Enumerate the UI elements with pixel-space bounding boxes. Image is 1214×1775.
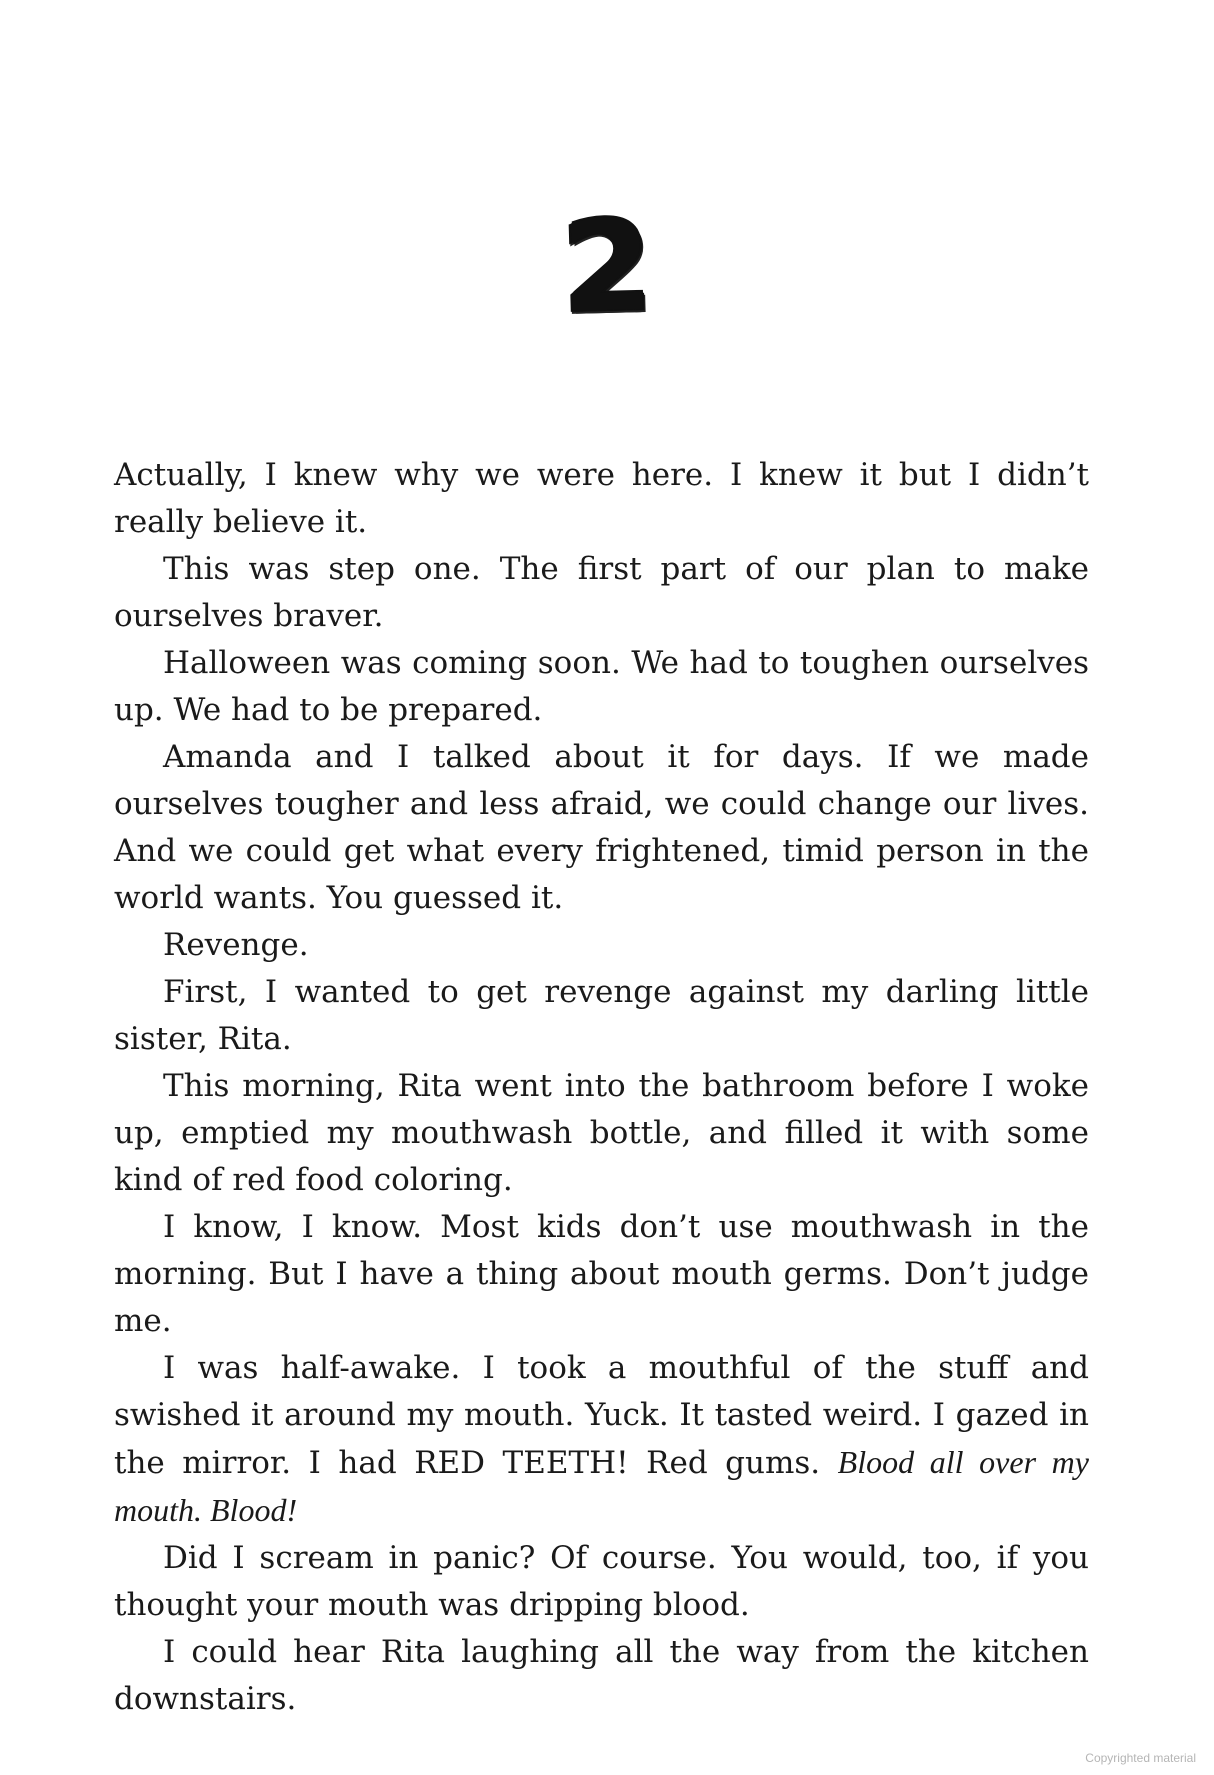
paragraph: First, I wanted to get revenge against my darling little sister, Rita. — [114, 974, 1089, 1057]
paragraph-text: I was half-awake. I took a mouthful of the stuff and swished it around my mouth. Yuck. It tasted weird. I gazed in the mirror. I had RED TEETH! Red gums. — [114, 1350, 1089, 1481]
paragraph — [114, 1345, 1089, 1535]
chapter-body — [114, 452, 1089, 1723]
paragraph: Halloween was coming soon. We had to toughen ourselves up. We had to be prepared. — [114, 645, 1089, 728]
chapter-number: 2 — [559, 193, 655, 342]
paragraph: Revenge. — [163, 927, 309, 963]
paragraph: Did I scream in panic? Of course. You would, too, if you thought your mouth was dripping blood. — [114, 1540, 1089, 1623]
paragraph: Amanda and I talked about it for days. If we made ourselves tougher and less afraid, we could change our lives. And we could get what every frightened, timid person in the world wants. You guessed it. — [114, 739, 1089, 916]
paragraph: Actually, I knew why we were here. I knew it but I didn’t really believe it. — [114, 457, 1089, 540]
paragraph: This was step one. The first part of our plan to make ourselves braver. — [114, 551, 1089, 634]
paragraph: I know, I know. Most kids don’t use mouthwash in the morning. But I have a thing about mouth germs. Don’t judge me. — [114, 1209, 1089, 1339]
italic-text: Blood all over my mouth. Blood! — [114, 1444, 1089, 1528]
paragraph: I could hear Rita laughing all the way from the kitchen downstairs. — [114, 1634, 1089, 1717]
copyright-notice: Copyrighted material — [1085, 1751, 1196, 1765]
paragraph: This morning, Rita went into the bathroom before I woke up, emptied my mouthwash bottle, and filled it with some kind of red food coloring. — [114, 1068, 1089, 1198]
